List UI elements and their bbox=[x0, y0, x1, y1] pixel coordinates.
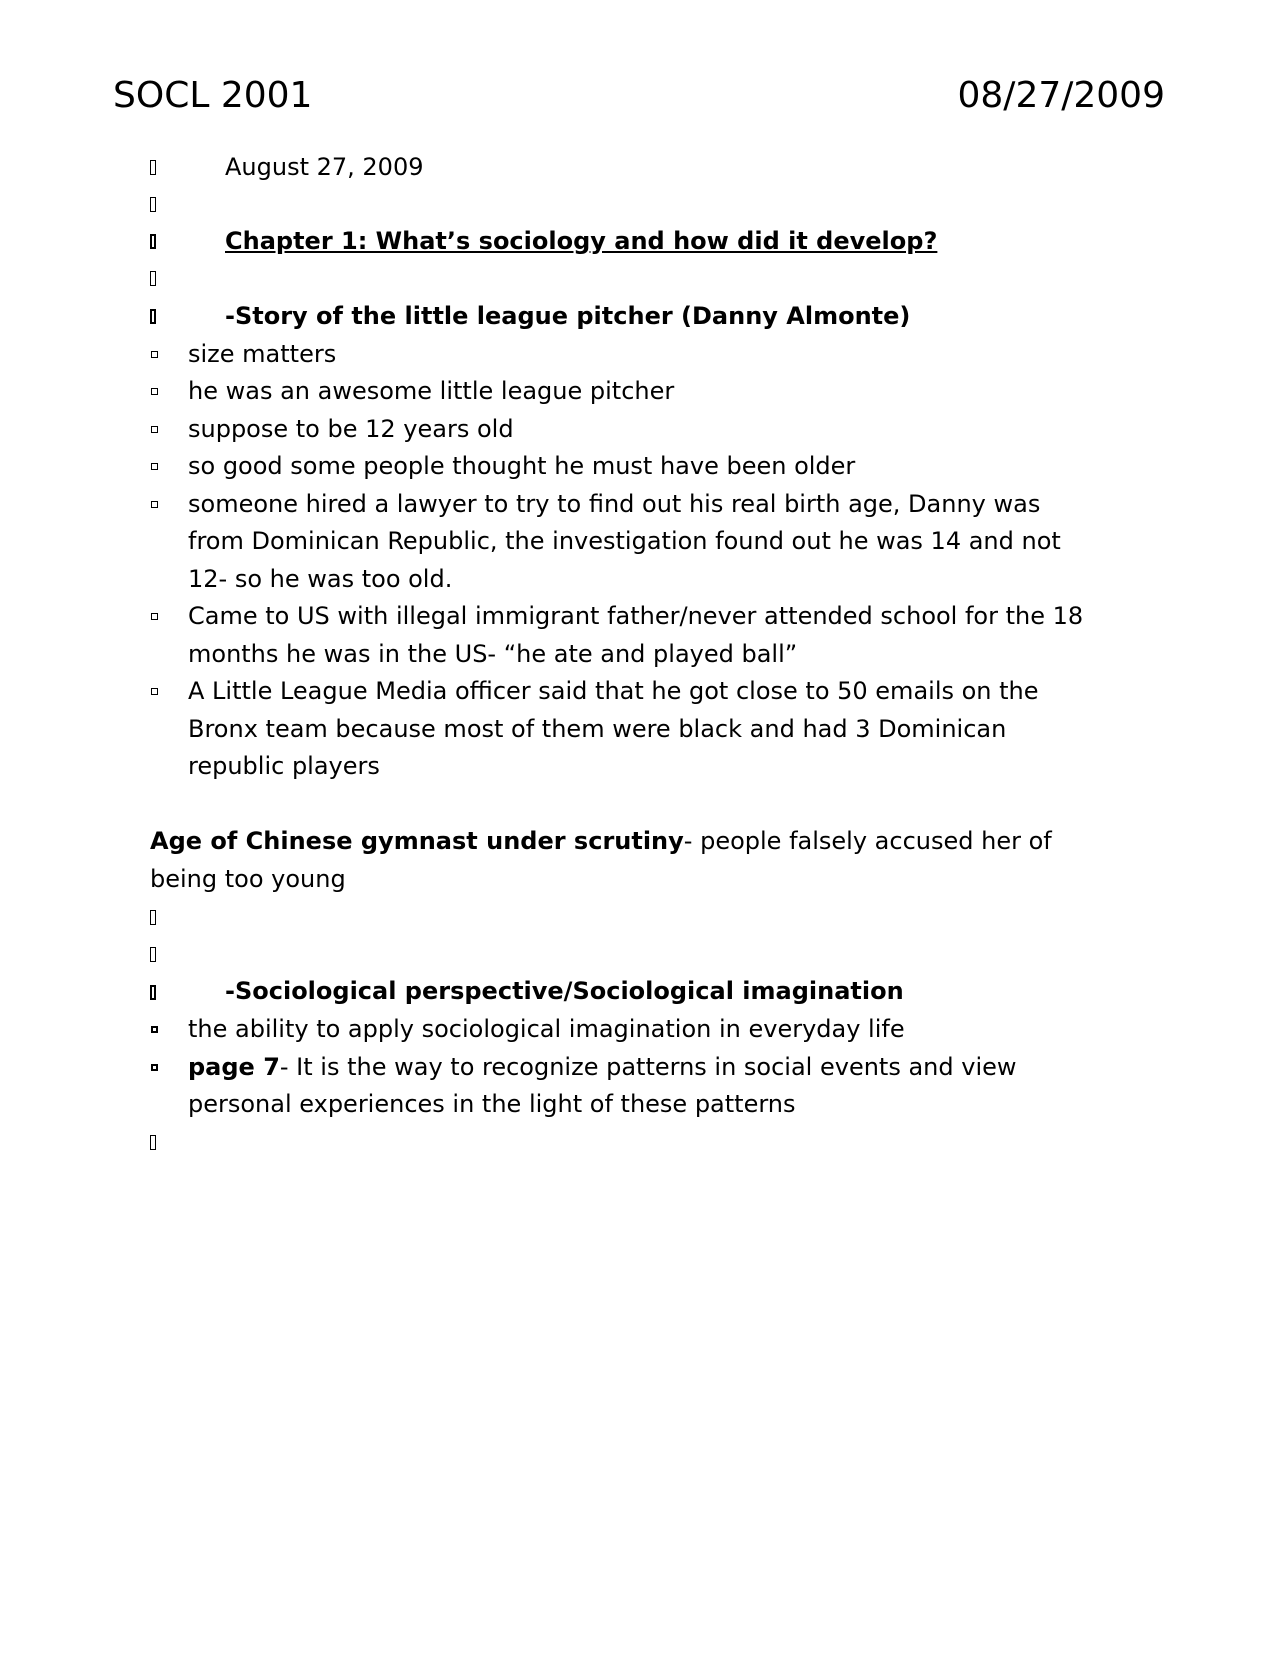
list-item: size matters bbox=[188, 340, 337, 368]
bullet-box-icon bbox=[150, 271, 156, 286]
list-item: A Little League Media officer said that he got close to 50 emails on the bbox=[188, 677, 1039, 705]
bullet-box-icon bbox=[150, 947, 156, 962]
square-bullet-icon bbox=[151, 463, 158, 470]
list-item: Came to US with illegal immigrant father/never attended school for the 18 bbox=[188, 602, 1084, 630]
list-item-continuation: 12- so he was too old. bbox=[188, 565, 453, 593]
list-item-continuation: personal experiences in the light of these patterns bbox=[188, 1090, 796, 1118]
square-bullet-icon bbox=[151, 388, 158, 395]
square-bullet-icon bbox=[151, 688, 158, 695]
square-bullet-icon bbox=[151, 501, 158, 508]
square-bullet-icon bbox=[151, 1026, 158, 1033]
gymnast-paragraph-continuation: being too young bbox=[150, 865, 346, 893]
bullet-box-icon bbox=[150, 234, 156, 249]
gymnast-paragraph bbox=[150, 823, 1052, 861]
list-item-text: - It is the way to recognize patterns in social events and view bbox=[279, 1053, 1017, 1081]
square-bullet-icon bbox=[151, 426, 158, 433]
list-item-continuation: republic players bbox=[188, 752, 380, 780]
bullet-box-icon bbox=[150, 160, 156, 175]
list-item-continuation: from Dominican Republic, the investigation found out he was 14 and not bbox=[188, 527, 1061, 555]
list-item: so good some people thought he must have been older bbox=[188, 452, 856, 480]
list-item: he was an awesome little league pitcher bbox=[188, 377, 675, 405]
chapter-title: Chapter 1: What’s sociology and how did it develop? bbox=[225, 227, 938, 255]
bullet-box-icon bbox=[150, 309, 156, 324]
list-item: someone hired a lawyer to try to find out his real birth age, Danny was bbox=[188, 490, 1041, 518]
section-title-pitcher: -Story of the little league pitcher (Danny Almonte) bbox=[225, 302, 911, 330]
square-bullet-icon bbox=[151, 351, 158, 358]
list-item: suppose to be 12 years old bbox=[188, 415, 514, 443]
course-code: SOCL 2001 bbox=[113, 75, 313, 116]
section-title-sociological: -Sociological perspective/Sociological imagination bbox=[225, 977, 904, 1005]
square-bullet-icon bbox=[151, 613, 158, 620]
list-item-continuation: Bronx team because most of them were black and had 3 Dominican bbox=[188, 715, 1007, 743]
gymnast-heading: Age of Chinese gymnast under scrutiny bbox=[150, 827, 684, 855]
bullet-box-icon bbox=[150, 985, 156, 1000]
bullet-box-icon bbox=[150, 1135, 156, 1150]
list-item: the ability to apply sociological imagination in everyday life bbox=[188, 1015, 905, 1043]
list-item-continuation: months he was in the US- “he ate and played ball” bbox=[188, 640, 798, 668]
bullet-box-icon bbox=[150, 910, 156, 925]
bullet-box-icon bbox=[150, 197, 156, 212]
list-item bbox=[188, 1049, 1017, 1087]
square-bullet-icon bbox=[151, 1064, 158, 1071]
gymnast-text: - people falsely accused her of bbox=[683, 827, 1052, 855]
page-reference: page 7 bbox=[188, 1053, 280, 1081]
date-line: August 27, 2009 bbox=[225, 153, 424, 181]
header-date: 08/27/2009 bbox=[957, 75, 1165, 116]
